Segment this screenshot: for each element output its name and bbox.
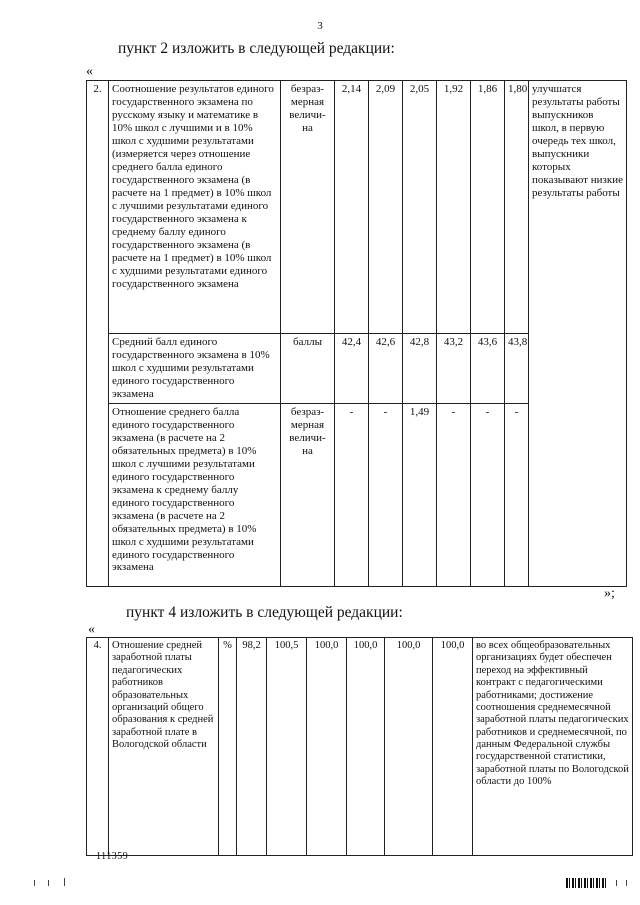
value-cell: 43,8	[505, 334, 529, 404]
value-cell: 42,4	[335, 334, 369, 404]
barcode-icon	[566, 878, 606, 888]
value-cell: 42,6	[369, 334, 403, 404]
note-cell	[529, 403, 627, 586]
scan-mark	[34, 880, 35, 886]
unit-cell: баллы	[281, 334, 335, 404]
indicator-text: Отношение средней заработной платы педагогических работников образовательных организаций общего образования к средней заработной плате в Вологодской области	[109, 638, 219, 856]
unit-cell: безраз-мерная величи-на	[281, 81, 335, 334]
indicator-table-point-2	[86, 80, 627, 587]
opening-quote: «	[86, 64, 93, 79]
section-heading-point-2: пункт 2 изложить в следующей редакции:	[118, 40, 395, 57]
row-number: 2.	[87, 81, 109, 334]
opening-quote: «	[88, 622, 95, 637]
value-cell: 1,49	[403, 403, 437, 586]
scan-margin-marks	[0, 878, 640, 886]
value-cell: 43,6	[471, 334, 505, 404]
row-number	[87, 334, 109, 404]
closing-quote: »;	[604, 586, 615, 601]
value-cell: 100,0	[347, 638, 385, 856]
value-cell: -	[437, 403, 471, 586]
unit-cell: безраз-мерная величи-на	[281, 403, 335, 586]
value-cell: 100,5	[267, 638, 307, 856]
value-cell: -	[471, 403, 505, 586]
indicator-text: Отношение среднего балла единого государственного экзамена (в расчете на 2 обязательных предмета) в 10% школ с лучшими результатами единого государственного экзамена к среднему баллу единого государственного экзамена (в расчете на 2 обязательных предмета) в 10% школ с худшими результатами единого государственного экзамена	[109, 403, 281, 586]
value-cell: 1,86	[471, 81, 505, 334]
row-number: 4.	[87, 638, 109, 856]
value-cell: 1,92	[437, 81, 471, 334]
table-row	[87, 81, 627, 334]
value-cell: 43,2	[437, 334, 471, 404]
scan-mark	[64, 878, 65, 886]
value-cell: -	[369, 403, 403, 586]
document-code: 111359	[96, 851, 129, 862]
row-number	[87, 403, 109, 586]
value-cell: 42,8	[403, 334, 437, 404]
page-number: 3	[317, 20, 323, 32]
value-cell: 100,0	[385, 638, 433, 856]
unit-cell: %	[219, 638, 237, 856]
scan-mark	[48, 880, 49, 886]
note-cell: улучшатся результаты работы выпускников школ, в первую очередь тех школ, выпускники которых показывают низкие результаты работы	[529, 81, 627, 334]
value-cell: 2,05	[403, 81, 437, 334]
indicator-text: Средний балл единого государственного экзамена в 10% школ с худшими результатами единого государственного экзамена	[109, 334, 281, 404]
value-cell: 2,14	[335, 81, 369, 334]
scan-mark	[626, 880, 627, 886]
section-heading-point-4: пункт 4 изложить в следующей редакции:	[126, 604, 403, 621]
value-cell: -	[335, 403, 369, 586]
note-cell	[529, 334, 627, 404]
value-cell: 2,09	[369, 81, 403, 334]
indicator-table-point-4	[86, 637, 633, 856]
note-cell: во всех общеобразовательных организациях будет обеспечен переход на эффективный контракт с педагогическими работниками; достижение соотношения среднемесячной заработной платы педагогических работников и среднемесячной, по данным Федеральной службы государственной статистики, заработной платы по Вологодской области до 100%	[473, 638, 633, 856]
scan-mark	[616, 880, 617, 886]
value-cell: -	[505, 403, 529, 586]
value-cell: 1,80	[505, 81, 529, 334]
value-cell: 100,0	[433, 638, 473, 856]
indicator-text: Соотношение результатов единого государственного экзамена по русскому языку и математике в 10% школ с лучшими и в 10% школ с худшими результатами (измеряется через отношение среднего балла единого государственного экзамена (в расчете на 1 предмет) в 10% школ с лучшими результатами единого государственного экзамена к среднему баллу единого государственного экзамена (в расчете на 1 предмет) в 10% школ с худшими результатами единого государственного экзамена	[109, 81, 281, 334]
table-row	[87, 403, 627, 586]
table-row	[87, 334, 627, 404]
table-row	[87, 638, 633, 856]
value-cell: 100,0	[307, 638, 347, 856]
value-cell: 98,2	[237, 638, 267, 856]
